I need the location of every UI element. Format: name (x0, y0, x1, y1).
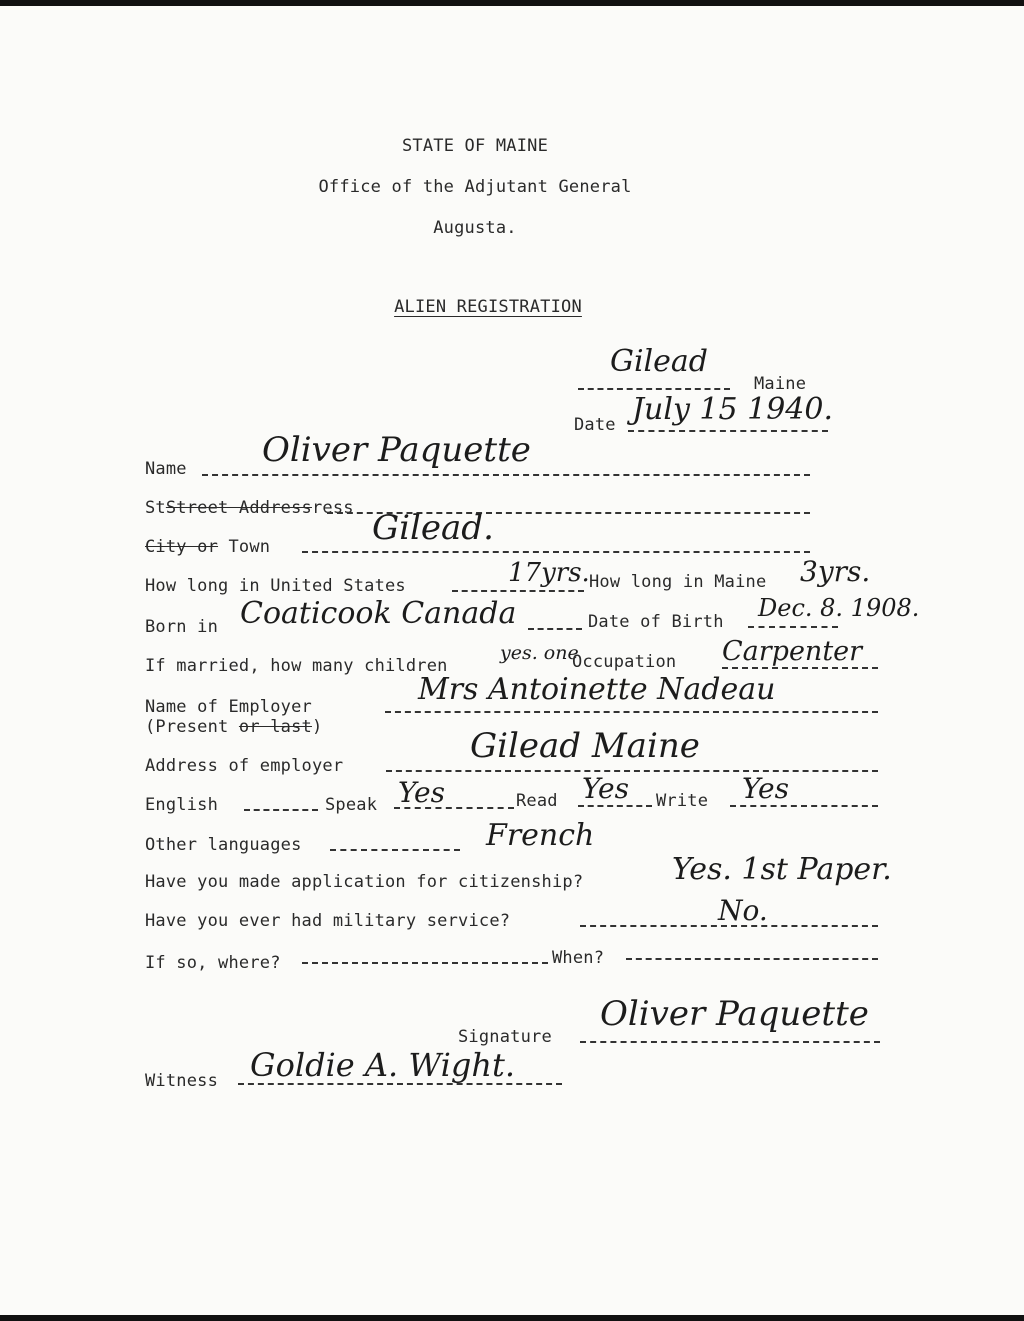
label-speak: Speak (325, 795, 378, 815)
scan-border-bottom (0, 1315, 1024, 1321)
label-city-town (145, 537, 270, 557)
scan-border-top (0, 0, 1024, 6)
label-street-struck: Street Address (165, 498, 312, 518)
entry-born-in: Coaticook Canada (240, 596, 517, 631)
label-name: Name (145, 459, 187, 479)
label-military: Have you ever had military service? (145, 911, 511, 931)
label-how-long-maine: How long in Maine (589, 572, 767, 592)
label-date-of-birth: Date of Birth (588, 612, 724, 632)
entry-date: July 15 1940. (632, 392, 834, 427)
entry-signature: Oliver Paquette (600, 994, 869, 1034)
label-witness: Witness (145, 1071, 219, 1091)
write-line (730, 805, 878, 807)
label-other-languages: Other languages (145, 835, 302, 855)
employer-address-line (386, 770, 878, 772)
signature-line (580, 1041, 880, 1043)
label-employer-address: Address of employer (145, 756, 344, 776)
label-signature: Signature (458, 1027, 552, 1047)
label-employer-qualifier (145, 717, 322, 737)
label-if-so-where: If so, where? (145, 953, 281, 973)
entry-date-of-birth: Dec. 8. 1908. (758, 594, 920, 622)
form-title: ALIEN REGISTRATION (394, 297, 582, 317)
entry-other-languages: French (486, 818, 595, 853)
years-us-line (452, 590, 584, 592)
entry-speak: Yes (398, 776, 445, 809)
label-read: Read (516, 791, 558, 811)
entry-children: yes. one (500, 642, 579, 664)
label-employer-close: ) (311, 717, 323, 737)
entry-employer-address: Gilead Maine (470, 726, 700, 766)
place-line (578, 388, 730, 390)
header-office: Office of the Adjutant General (318, 177, 632, 197)
label-city-struck: City or (145, 537, 219, 557)
label-employer-name: Name of Employer (145, 697, 312, 717)
english-line (244, 809, 318, 811)
header-city: Augusta. (433, 218, 517, 238)
label-street-kept: ress (311, 498, 354, 518)
employer-line (385, 711, 878, 713)
label-town: Town (228, 537, 271, 557)
label-date: Date (574, 415, 616, 435)
town-line (302, 551, 810, 553)
entry-town-header: Gilead (610, 344, 708, 379)
dob-line (748, 626, 838, 628)
read-line (578, 805, 652, 807)
label-citizenship: Have you made application for citizenship? (145, 872, 584, 892)
entry-years-maine: 3yrs. (800, 555, 871, 588)
entry-citizenship: Yes. 1st Paper. (672, 852, 892, 887)
entry-employer: Mrs Antoinette Nadeau (418, 672, 776, 707)
entry-occupation: Carpenter (722, 636, 863, 667)
entry-witness: Goldie A. Wight. (250, 1046, 516, 1084)
when-line (626, 958, 878, 960)
where-line (302, 962, 548, 964)
label-maine: Maine (754, 374, 807, 394)
entry-read: Yes (582, 772, 629, 805)
entry-town: Gilead. (372, 508, 494, 548)
label-write: Write (656, 791, 709, 811)
date-line (628, 430, 828, 432)
name-line (202, 474, 810, 476)
entry-write: Yes (742, 772, 789, 805)
label-when: When? (552, 948, 605, 968)
label-employer-struck: or last (238, 717, 312, 737)
entry-military: No. (718, 894, 768, 927)
label-how-long-us: How long in United States (145, 576, 406, 596)
label-occupation: Occupation (572, 652, 677, 672)
header-state: STATE OF MAINE (401, 136, 549, 156)
label-if-married: If married, how many children (145, 656, 448, 676)
occupation-line (722, 667, 878, 669)
label-employer-present: (Present (145, 717, 229, 737)
born-line (528, 628, 582, 630)
label-born-in: Born in (145, 617, 219, 637)
entry-years-us: 17yrs. (508, 558, 590, 588)
entry-name: Oliver Paquette (262, 430, 531, 470)
label-english: English (145, 795, 219, 815)
languages-line (330, 849, 460, 851)
label-street: StStreet Addressress (145, 498, 354, 518)
